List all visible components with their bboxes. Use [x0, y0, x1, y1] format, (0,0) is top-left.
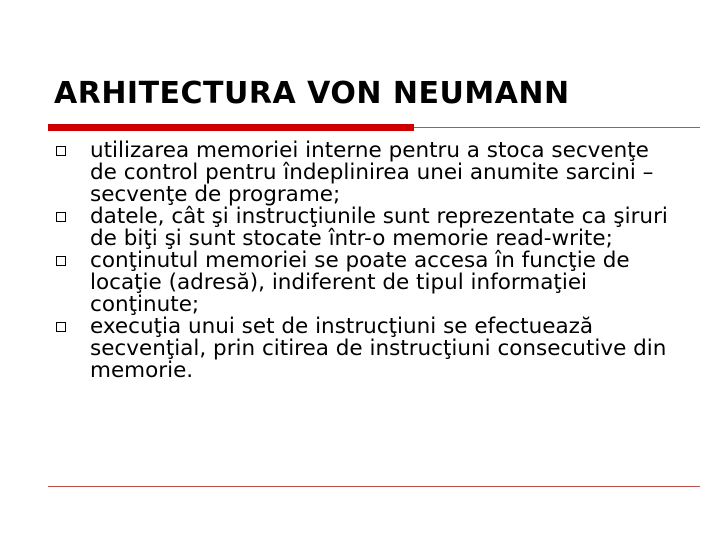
slide-title: ARHITECTURA VON NEUMANN	[54, 76, 570, 111]
hollow-square-icon	[56, 322, 66, 332]
title-accent-bar	[48, 124, 414, 131]
bullet-list	[56, 140, 676, 382]
bullet-text: conţinutul memoriei se poate accesa în funcţie de locaţie (adresă), indiferent de tipul informaţiei conţinute;	[90, 248, 630, 317]
bullet-text: datele, cât şi instrucţiunile sunt reprezentate ca şiruri de biţi şi sunt stocate într-o memorie read-write;	[90, 204, 668, 251]
hollow-square-icon	[56, 256, 66, 266]
bullet-text: execuţia unui set de instrucţiuni se efectuează secvenţial, prin citirea de instrucţiuni consecutive din memorie.	[90, 314, 667, 383]
footer-divider-line	[48, 486, 700, 487]
bullet-item	[56, 250, 676, 316]
bullet-item	[56, 316, 676, 382]
hollow-square-icon	[56, 146, 66, 156]
bullet-item	[56, 140, 676, 206]
hollow-square-icon	[56, 212, 66, 222]
bullet-text: utilizarea memoriei interne pentru a stoca secvenţe de control pentru îndeplinirea unei anumite sarcini – secvenţe de programe;	[90, 138, 654, 207]
bullet-item	[56, 206, 676, 250]
